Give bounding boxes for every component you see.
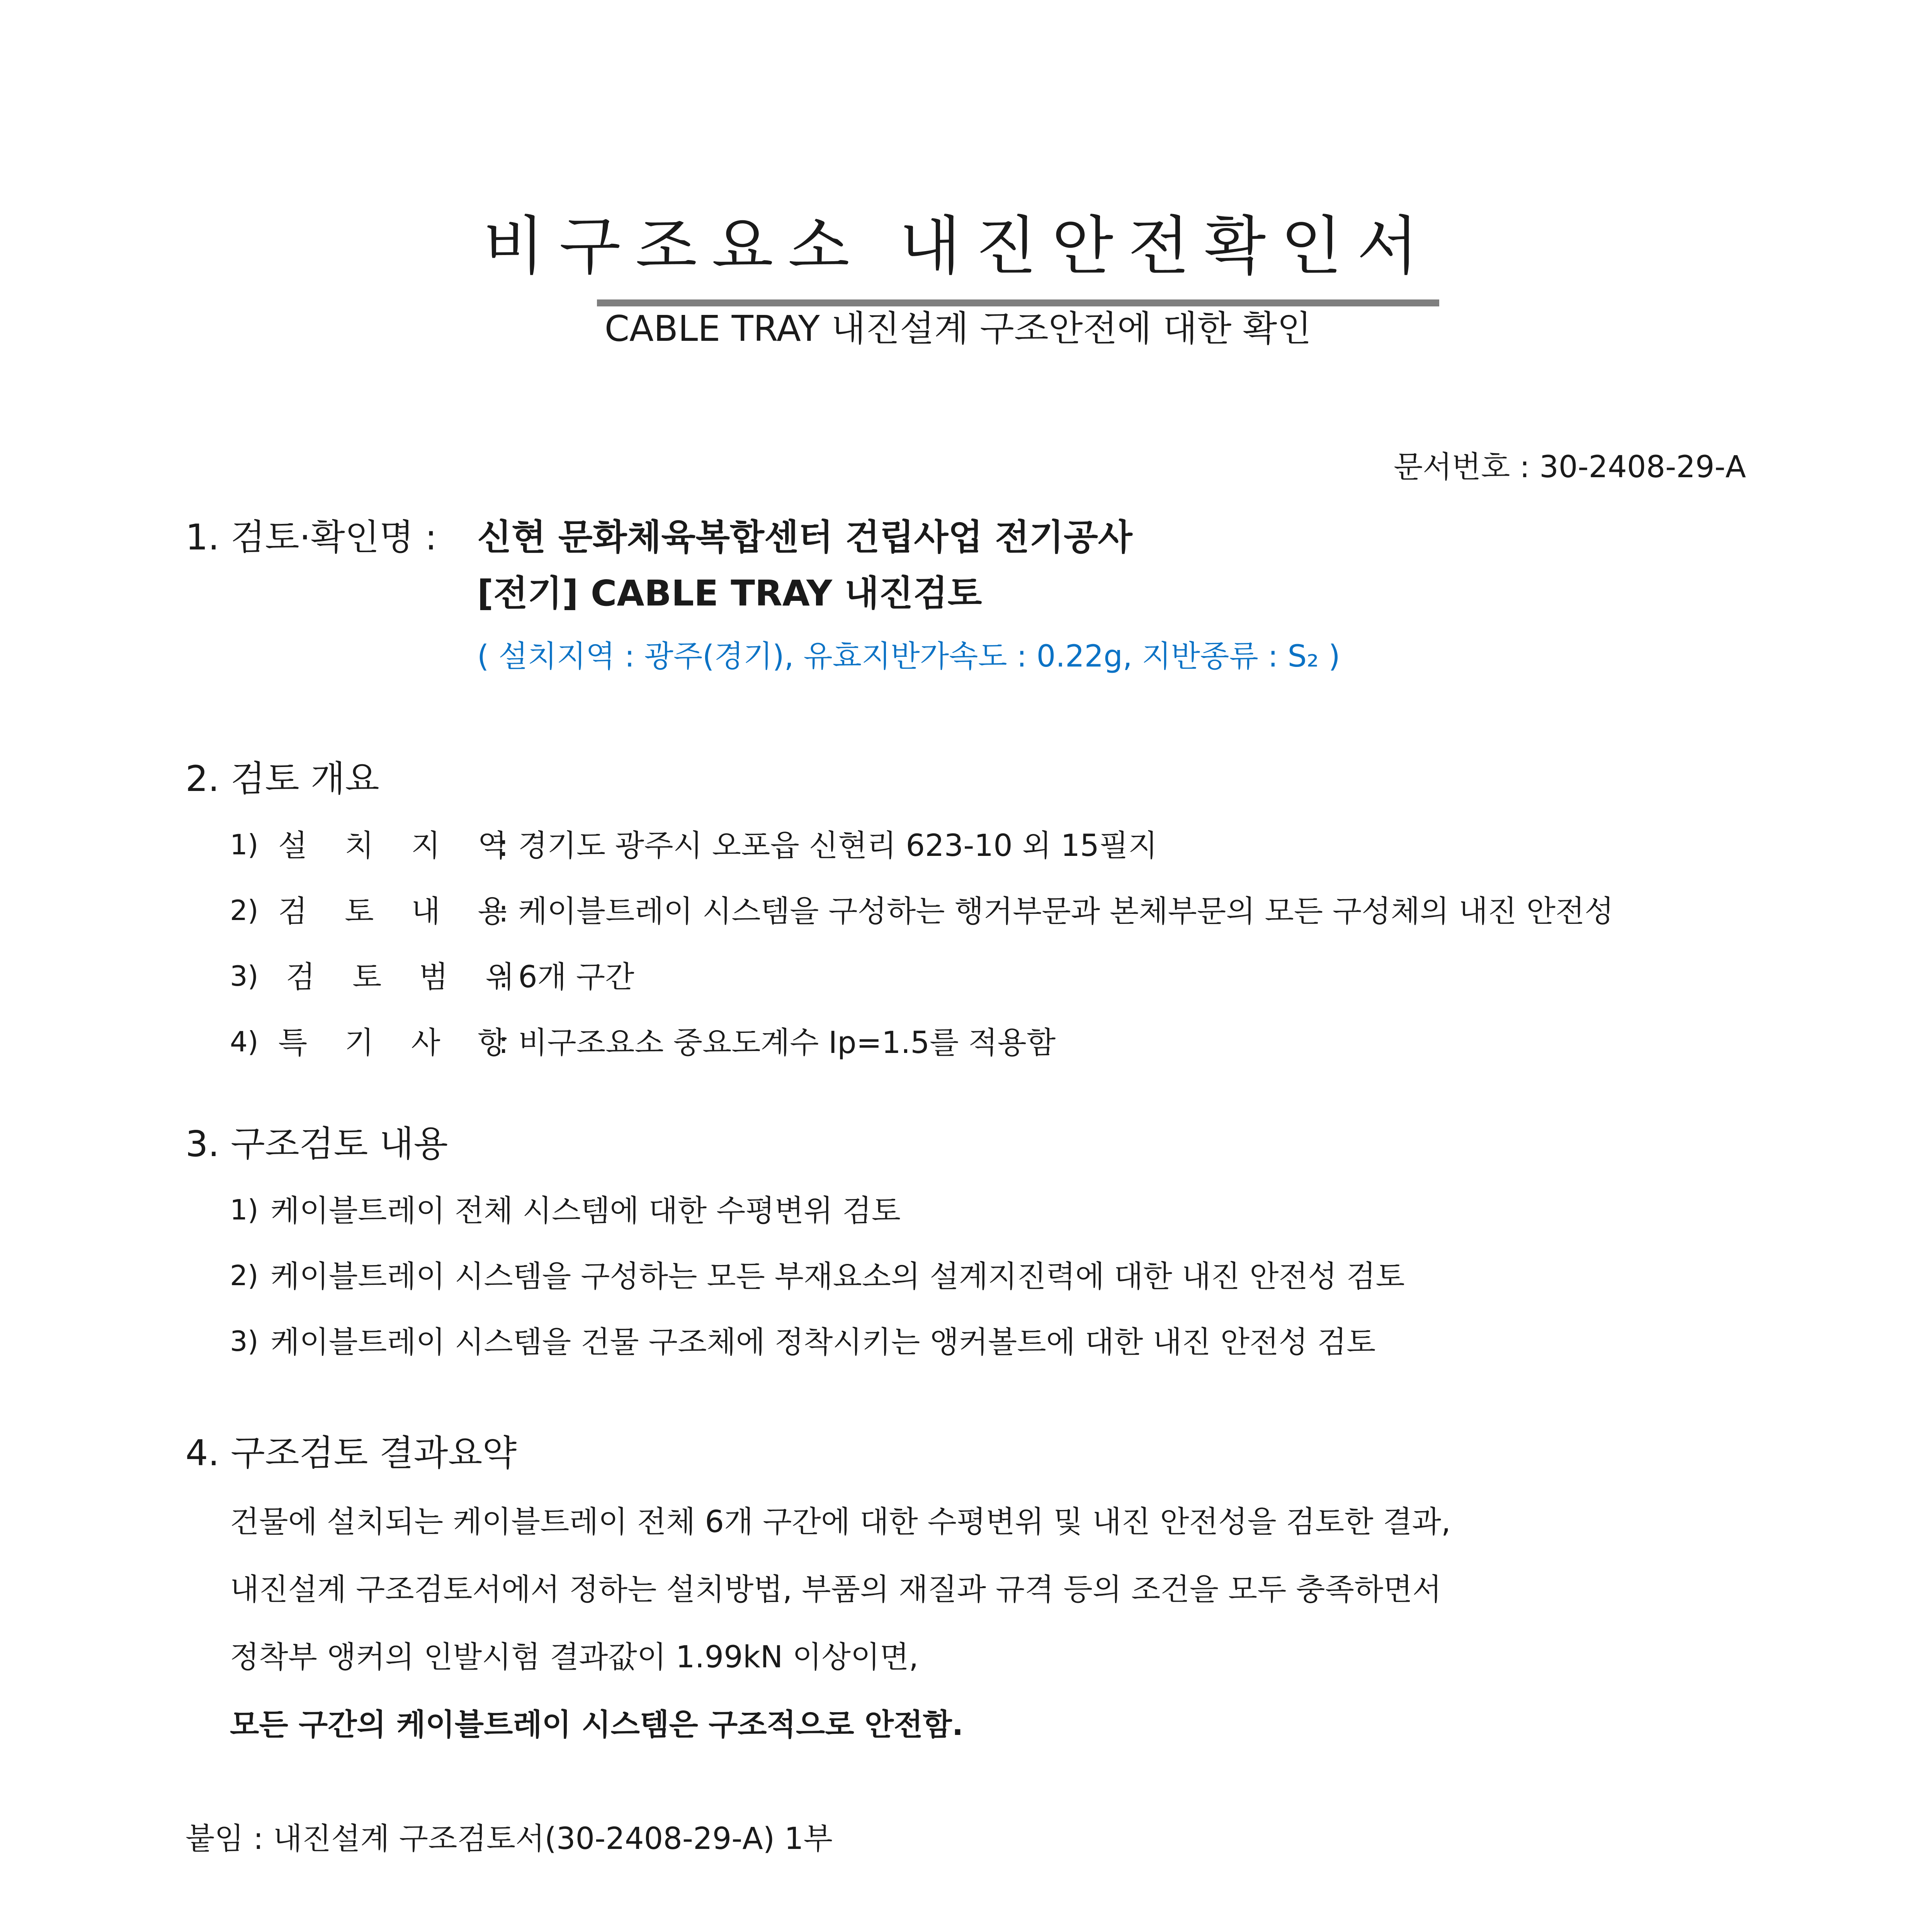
result-line: 정착부 앵커의 인발시험 결과값이 1.99kN 이상이면, (230, 1640, 919, 1675)
review-item-num: 2) (230, 1259, 258, 1292)
overview-item-num: 1) (230, 828, 258, 861)
overview-item-num: 3) (230, 960, 258, 992)
overview-item-label: 검 토 범 위 (286, 960, 529, 995)
overview-item-value: : 경기도 광주시 오포읍 신현리 623-10 외 15필지 (498, 828, 1158, 863)
overview-item-label: 설 치 지 역 (278, 828, 521, 863)
document-subtitle: CABLE TRAY 내진설계 구조안전에 대한 확인 (604, 308, 1312, 349)
overview-item-label: 특 기 사 항 (278, 1026, 521, 1060)
overview-item-value: : 6개 구간 (498, 960, 634, 995)
project-name-line2: [전기] CABLE TRAY 내진검토 (477, 573, 982, 614)
result-conclusion: 모든 구간의 케이블트레이 시스템은 구조적으로 안전함. (230, 1708, 964, 1742)
overview-item-value: : 케이블트레이 시스템을 구성하는 행거부문과 본체부문의 모든 구성체의 내진 안전성 (498, 894, 1614, 929)
result-line: 내진설계 구조검토서에서 정하는 설치방법, 부품의 재질과 규격 등의 조건을 모두 충족하면서 (230, 1572, 1442, 1607)
overview-item-num: 2) (230, 894, 258, 927)
document-number: 문서번호 : 30-2408-29-A (1393, 450, 1746, 485)
overview-item-label: 검 토 내 용 (278, 894, 521, 929)
section2-heading: 2. 검토 개요 (185, 758, 379, 799)
review-item-text: 케이블트레이 전체 시스템에 대한 수평변위 검토 (270, 1194, 901, 1228)
section3-heading: 3. 구조검토 내용 (185, 1123, 448, 1165)
review-item-text: 케이블트레이 시스템을 구성하는 모든 부재요소의 설계지진력에 대한 내진 안전성 검토 (270, 1259, 1405, 1294)
overview-item-num: 4) (230, 1026, 258, 1058)
review-item-num: 3) (230, 1325, 258, 1357)
attachment-note: 붙임 : 내진설계 구조검토서(30-2408-29-A) 1부 (185, 1821, 833, 1856)
review-item-text: 케이블트레이 시스템을 건물 구조체에 정착시키는 앵커볼트에 대한 내진 안전성 검토 (270, 1325, 1376, 1360)
title-underline (597, 299, 1439, 306)
project-name-line1: 신현 문화체육복합센터 건립사업 전기공사 (477, 517, 1132, 558)
site-condition: ( 설치지역 : 광주(경기), 유효지반가속도 : 0.22g, 지반종류 : S₂ ) (477, 639, 1340, 674)
document-title: 비구조요소 내진안전확인서 (483, 209, 1433, 283)
section1-heading: 1. 검토·확인명 : (185, 517, 437, 558)
section4-heading: 4. 구조검토 결과요약 (185, 1432, 517, 1474)
review-item-num: 1) (230, 1194, 258, 1226)
overview-item-value: : 비구조요소 중요도계수 Ip=1.5를 적용함 (498, 1026, 1056, 1060)
result-line: 건물에 설치되는 케이블트레이 전체 6개 구간에 대한 수평변위 및 내진 안전성을 검토한 결과, (230, 1505, 1451, 1539)
